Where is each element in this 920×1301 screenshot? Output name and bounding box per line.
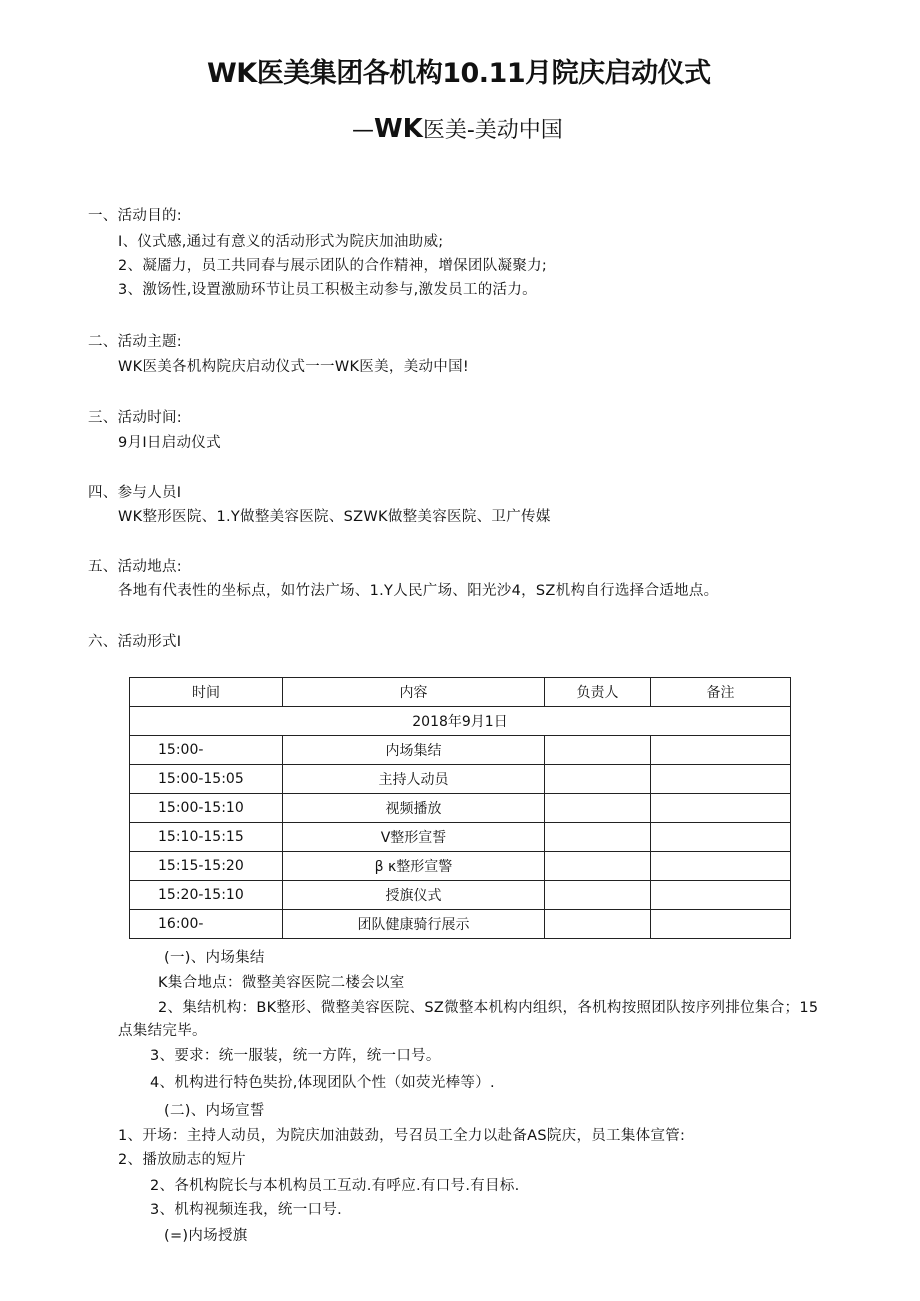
owner-cell <box>545 910 651 939</box>
owner-cell <box>545 823 651 852</box>
table-row <box>130 736 791 765</box>
part1-heading: (一)、内场集结 <box>164 950 265 966</box>
owner-cell <box>545 881 651 910</box>
header-note: 备注 <box>651 678 791 707</box>
part2-item-4: 3、机构视频连我，统一口号. <box>150 1202 343 1218</box>
note-cell <box>651 881 791 910</box>
time-cell: 15:00-15:05 <box>130 765 283 794</box>
part1-item-2-line-1: 2、集结机构：BK整形、微整美容医院、SZ微整本机构内组织，各机构按照团队按序列排位集合；15 <box>158 1000 819 1016</box>
part1-item-2-line-2: 点集结完毕。 <box>118 1023 207 1039</box>
schedule-table <box>129 677 791 939</box>
note-cell <box>651 765 791 794</box>
content-cell: 内场集结 <box>283 736 545 765</box>
header-content: 内容 <box>283 678 545 707</box>
time-cell: 15:10-15:15 <box>130 823 283 852</box>
part2-item-2: 2、播放励志的短片 <box>118 1152 246 1168</box>
part1-item-3: 3、要求：统一服装，统一方阵，统一口号。 <box>150 1048 441 1064</box>
time-cell: 16:00- <box>130 910 283 939</box>
page-title: WK医美集团各机构10.11月院庆启动仪式 <box>207 58 711 89</box>
content-cell: 视频播放 <box>283 794 545 823</box>
table-row <box>130 881 791 910</box>
time-cell: 15:00- <box>130 736 283 765</box>
purpose-heading: 一、活动目的: <box>88 208 182 224</box>
part1-item-4: 4、机构进行特色奘扮,体现团队个性（如荧光棒等）. <box>150 1075 495 1091</box>
participants-heading: 四、参与人员I <box>88 485 182 501</box>
subtitle-dash: — <box>352 118 374 143</box>
time-cell: 15:00-15:10 <box>130 794 283 823</box>
location-heading: 五、活动地点: <box>88 559 182 575</box>
subtitle-brand: WK <box>374 114 423 144</box>
note-cell <box>651 736 791 765</box>
table-header-row <box>130 678 791 707</box>
format-heading: 六、活动形式I <box>88 634 182 650</box>
participants-text: WK整形医院、1.Y做整美容医院、SZWK做整美容医院、卫广传媒 <box>118 509 551 525</box>
time-cell: 15:20-15:10 <box>130 881 283 910</box>
content-cell: V整形宣誓 <box>283 823 545 852</box>
owner-cell <box>545 852 651 881</box>
subtitle-rest: 医美-美动中国 <box>422 118 563 143</box>
page-subtitle <box>352 116 563 142</box>
header-owner: 负责人 <box>545 678 651 707</box>
date-cell: 2018年9月1日 <box>130 707 791 736</box>
theme-heading: 二、活动主题: <box>88 334 182 350</box>
note-cell <box>651 910 791 939</box>
table-date-row <box>130 707 791 736</box>
purpose-item-2: 2、凝靥力，员工共同春与展示团队的合作精神，增保团队凝聚力; <box>118 258 548 274</box>
table-row <box>130 852 791 881</box>
content-cell: 主持人动员 <box>283 765 545 794</box>
note-cell <box>651 823 791 852</box>
purpose-item-3: 3、激饧性,设置激励环节让员工积极主动参与,激发员工的活力。 <box>118 282 537 298</box>
content-cell: β κ整形宣警 <box>283 852 545 881</box>
owner-cell <box>545 765 651 794</box>
part3-heading: (=)内场授旗 <box>164 1228 248 1244</box>
theme-text: WK医美各机构院庆启动仪式一一WK医美，美动中国! <box>118 359 470 375</box>
time-text: 9月I日启动仪式 <box>118 435 221 451</box>
part2-heading: (二)、内场宣誓 <box>164 1103 265 1119</box>
header-time: 时间 <box>130 678 283 707</box>
location-text: 各地有代表性的坐标点，如竹法广场、1.Y人民广场、阳光沙4，SZ机构自行选择合适地点。 <box>118 583 719 599</box>
purpose-item-1: I、仪式感,通过有意义的活动形式为院庆加油助威; <box>118 234 444 250</box>
owner-cell <box>545 736 651 765</box>
table-row <box>130 765 791 794</box>
part2-item-3: 2、各机构院长与本机构员工互动.有呼应.有口号.有目标. <box>150 1178 520 1194</box>
note-cell <box>651 852 791 881</box>
table-row <box>130 823 791 852</box>
time-cell: 15:15-15:20 <box>130 852 283 881</box>
time-heading: 三、活动时间: <box>88 410 182 426</box>
part2-item-1: 1、开场：主持人动员，为院庆加油鼓劲，号召员工全力以赴备AS院庆，员工集体宣管: <box>118 1128 686 1144</box>
table-row <box>130 794 791 823</box>
table-row <box>130 910 791 939</box>
part1-item-1: K集合地点：微整美容医院二楼会以室 <box>158 975 405 991</box>
content-cell: 团队健康骑行展示 <box>283 910 545 939</box>
note-cell <box>651 794 791 823</box>
content-cell: 授旗仪式 <box>283 881 545 910</box>
owner-cell <box>545 794 651 823</box>
